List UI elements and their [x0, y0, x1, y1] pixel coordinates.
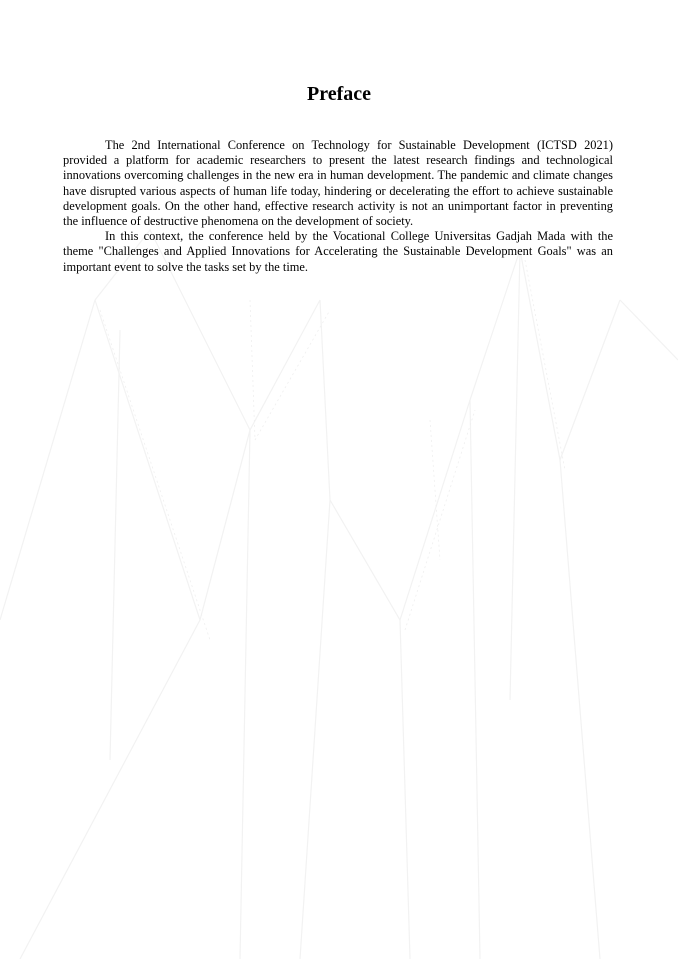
watermark-line [405, 410, 475, 630]
watermark-line [320, 300, 470, 620]
watermark-line [510, 250, 520, 700]
watermark-line [620, 300, 678, 360]
preface-body [63, 138, 613, 275]
watermark-line [400, 620, 410, 959]
watermark-line [430, 420, 440, 560]
watermark-line [110, 330, 120, 760]
watermark-line [255, 310, 330, 440]
watermark-line [250, 300, 255, 440]
paragraph: In this context, the conference held by the Vocational College Universitas Gadjah Mada with the theme "Challenges and Applied Innovations for Accelerating the Sustainable Development Goals" was an important event to solve the tasks set by the time. [63, 229, 613, 274]
watermark-line [20, 300, 200, 959]
watermark-line [525, 260, 565, 470]
watermark-line [300, 500, 330, 959]
watermark-line [0, 300, 95, 620]
watermark-line [240, 430, 250, 959]
watermark-line [470, 250, 620, 460]
watermark-line [200, 430, 250, 620]
paragraph: The 2nd International Conference on Technology for Sustainable Development (ICTSD 2021) provided a platform for academic researchers to present the latest research findings and technological innovations overcoming challenges in the new era in human development. The pandemic and climate changes have disrupted various aspects of human life today, hindering or decelerating the effort to achieve sustainable development goals. On the other hand, effective research activity is not an unimportant factor in preventing the influence of destructive phenomena on the development of society. [63, 138, 613, 229]
page-title: Preface [306, 83, 372, 105]
watermark-line [470, 400, 480, 959]
watermark-line [100, 310, 210, 640]
watermark-line [560, 460, 600, 959]
